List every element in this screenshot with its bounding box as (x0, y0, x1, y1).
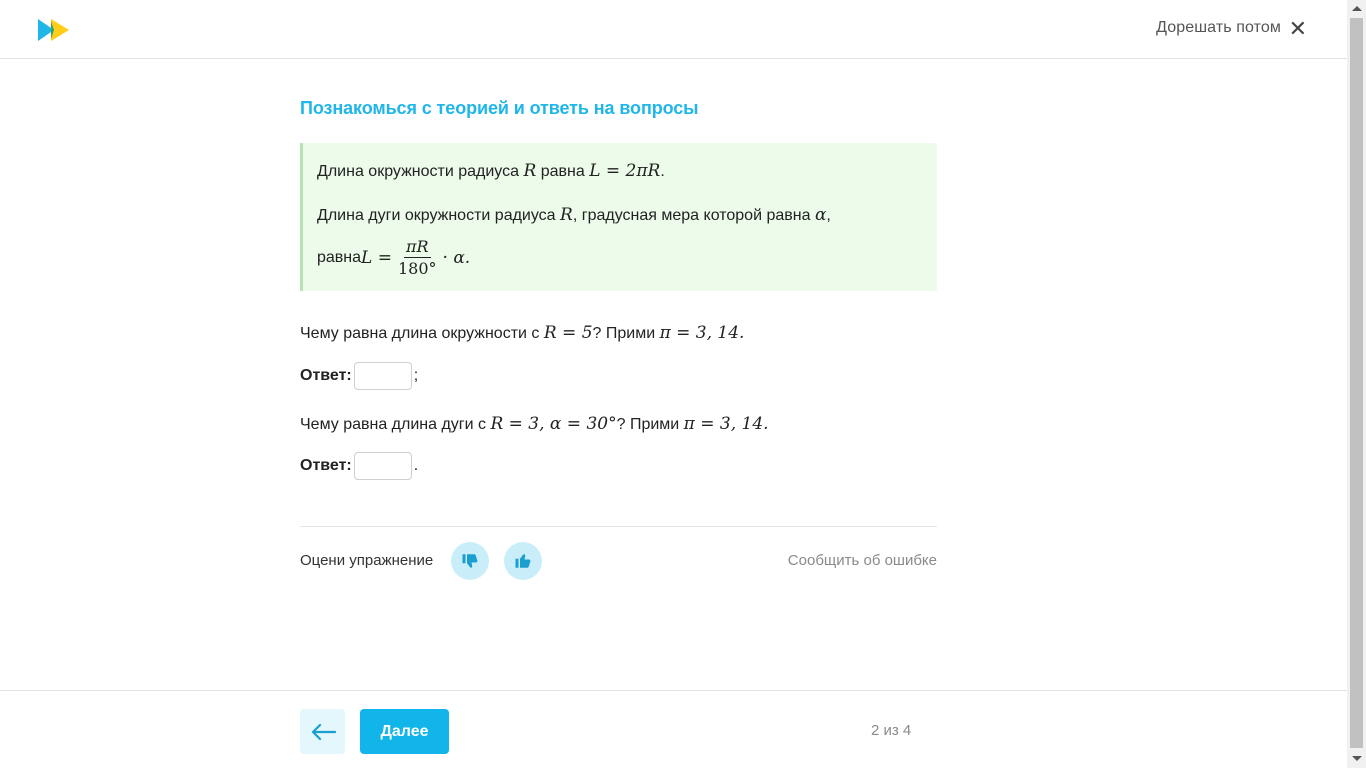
fraction: $\frac{\pi R}{180^\circ}$ (397, 237, 437, 278)
thumbs-down-button[interactable] (451, 542, 489, 580)
divider (300, 526, 937, 527)
answer-label: Ответ: (300, 367, 352, 384)
theory-arc-formula: равна L = $\frac{\pi R}{180^\circ}$ · α. (317, 237, 471, 278)
answer-1-row: Ответ: ; (300, 362, 418, 390)
answer-1-input[interactable] (354, 362, 412, 390)
thumbs-up-button[interactable] (504, 542, 542, 580)
thumbs-down-icon (461, 552, 479, 570)
play-forward-logo-icon[interactable] (38, 19, 70, 41)
rate-exercise-label: Оцени упражнение (300, 552, 434, 569)
report-error-link[interactable]: Сообщить об ошибке (787, 552, 937, 569)
scrollbar-thumb[interactable] (1350, 18, 1363, 748)
answer-2-row: Ответ: . (300, 452, 418, 480)
question-2: Чему равна длина дуги с R = 3, α = 30°? Прими π = 3, 14. (300, 414, 769, 434)
answer-2-input[interactable] (354, 452, 412, 480)
exercise-title: Познакомься с теорией и ответь на вопросы (300, 98, 699, 118)
answer-label: Ответ: (300, 457, 352, 474)
top-bar (0, 0, 1347, 59)
close-icon[interactable]: ✕ (1288, 16, 1307, 41)
theory-box (300, 143, 937, 291)
vertical-scrollbar[interactable] (1347, 0, 1366, 768)
solve-later-link[interactable]: Дорешать потом (1156, 19, 1281, 36)
scroll-down-arrow-icon[interactable] (1352, 756, 1362, 761)
exercise-content (300, 96, 937, 569)
progress-counter: 2 из 4 (871, 722, 912, 739)
arrow-left-icon (310, 723, 336, 741)
thumbs-up-icon (514, 552, 532, 570)
question-1: Чему равна длина окружности с R = 5? Прими π = 3, 14. (300, 323, 745, 343)
back-button[interactable] (300, 709, 345, 754)
theory-arc-length: Длина дуги окружности радиуса R, градусная мера которой равна α, (317, 205, 831, 225)
theory-circumference: Длина окружности радиуса R равна L = 2πR. (317, 161, 665, 181)
next-button[interactable]: Далее (360, 709, 449, 754)
bottom-bar (0, 690, 1347, 769)
scroll-up-arrow-icon[interactable] (1352, 6, 1362, 11)
